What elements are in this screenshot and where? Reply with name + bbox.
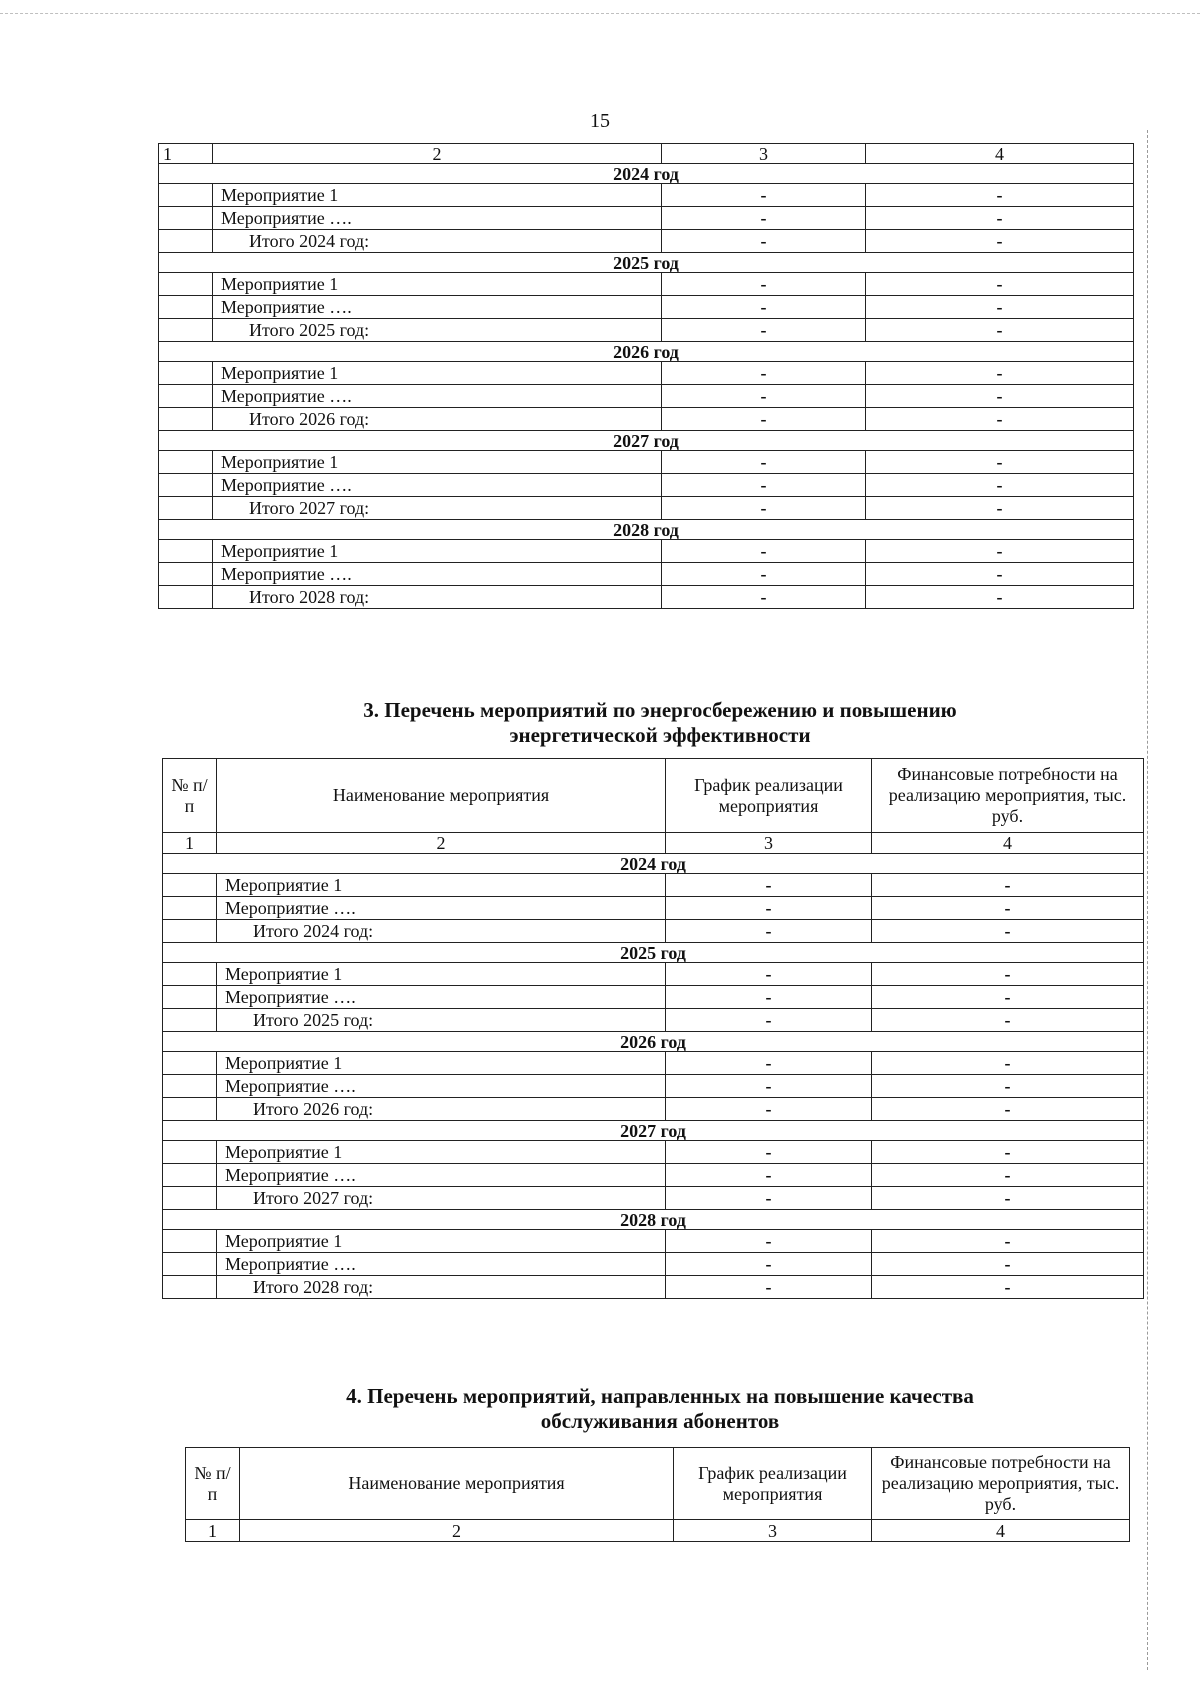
year-heading: 2024 год	[159, 164, 1134, 184]
schedule-value: -	[666, 1052, 872, 1075]
event-name: Мероприятие 1	[213, 362, 662, 385]
finance-value: -	[866, 184, 1134, 207]
row-number-cell	[159, 362, 213, 385]
schedule-value: -	[666, 1230, 872, 1253]
event-row	[159, 540, 1134, 563]
finance-value: -	[872, 874, 1144, 897]
total-label: Итого 2024 год:	[213, 230, 662, 253]
energy-saving-events-table	[162, 758, 1144, 1299]
total-label: Итого 2025 год:	[213, 319, 662, 342]
finance-value: -	[872, 1098, 1144, 1121]
table-header-row	[186, 1448, 1130, 1520]
event-row	[163, 897, 1144, 920]
row-number-cell	[159, 385, 213, 408]
event-name: Мероприятие ….	[217, 897, 666, 920]
event-name: Мероприятие ….	[213, 207, 662, 230]
column-number-cell: 3	[674, 1520, 872, 1542]
schedule-value: -	[662, 451, 866, 474]
event-row	[163, 1164, 1144, 1187]
event-row	[159, 273, 1134, 296]
row-number-cell	[163, 897, 217, 920]
column-number-cell: 2	[213, 144, 662, 164]
row-number-cell	[163, 1052, 217, 1075]
year-heading: 2028 год	[163, 1210, 1144, 1230]
total-row	[163, 1276, 1144, 1299]
event-row	[159, 474, 1134, 497]
event-row	[163, 963, 1144, 986]
event-name: Мероприятие 1	[217, 963, 666, 986]
schedule-value: -	[662, 385, 866, 408]
schedule-value: -	[666, 874, 872, 897]
total-row	[163, 1187, 1144, 1210]
column-number-cell: 4	[872, 1520, 1130, 1542]
schedule-value: -	[662, 563, 866, 586]
year-row	[163, 943, 1144, 963]
event-row	[163, 1052, 1144, 1075]
header-name: Наименование мероприятия	[240, 1448, 674, 1520]
schedule-value: -	[662, 273, 866, 296]
event-name: Мероприятие 1	[217, 874, 666, 897]
table-header-row	[163, 759, 1144, 833]
service-quality-events-table	[185, 1447, 1130, 1542]
schedule-value: -	[666, 897, 872, 920]
row-number-cell	[163, 1276, 217, 1299]
year-heading: 2025 год	[159, 253, 1134, 273]
event-row	[159, 296, 1134, 319]
total-label: Итого 2027 год:	[217, 1187, 666, 1210]
header-name: Наименование мероприятия	[217, 759, 666, 833]
row-number-cell	[163, 1164, 217, 1187]
column-number-cell: 2	[217, 833, 666, 854]
year-heading: 2026 год	[163, 1032, 1144, 1052]
year-row	[163, 854, 1144, 874]
schedule-value: -	[662, 474, 866, 497]
header-finance: Финансовые потребности на реализацию мероприятия, тыс. руб.	[872, 759, 1144, 833]
finance-value: -	[866, 362, 1134, 385]
section-4-title-line-2: обслуживания абонентов	[540, 1409, 780, 1434]
schedule-value: -	[662, 408, 866, 431]
year-heading: 2024 год	[163, 854, 1144, 874]
event-row	[159, 563, 1134, 586]
event-row	[159, 385, 1134, 408]
year-heading: 2026 год	[159, 342, 1134, 362]
event-name: Мероприятие ….	[217, 1253, 666, 1276]
section-3-title-line-1: 3. Перечень мероприятий по энергосбережению и повышению	[363, 698, 957, 722]
total-label: Итого 2025 год:	[217, 1009, 666, 1032]
scan-edge-top	[0, 13, 1200, 14]
event-row	[163, 1253, 1144, 1276]
schedule-value: -	[666, 1009, 872, 1032]
schedule-value: -	[662, 586, 866, 609]
total-row	[163, 1009, 1144, 1032]
event-row	[163, 986, 1144, 1009]
header-schedule: График реализации мероприятия	[674, 1448, 872, 1520]
year-heading: 2027 год	[159, 431, 1134, 451]
year-row	[159, 342, 1134, 362]
year-heading: 2025 год	[163, 943, 1144, 963]
header-finance: Финансовые потребности на реализацию мероприятия, тыс. руб.	[872, 1448, 1130, 1520]
scan-edge-right	[1147, 130, 1148, 1670]
event-name: Мероприятие 1	[213, 184, 662, 207]
event-name: Мероприятие 1	[217, 1052, 666, 1075]
schedule-value: -	[662, 362, 866, 385]
total-row	[159, 497, 1134, 520]
schedule-value: -	[666, 1253, 872, 1276]
event-row	[163, 1075, 1144, 1098]
finance-value: -	[866, 497, 1134, 520]
row-number-cell	[159, 184, 213, 207]
finance-value: -	[872, 1009, 1144, 1032]
finance-value: -	[866, 474, 1134, 497]
event-name: Мероприятие 1	[217, 1141, 666, 1164]
section-3-title	[160, 698, 1160, 748]
event-name: Мероприятие ….	[213, 385, 662, 408]
row-number-cell	[163, 1098, 217, 1121]
total-row	[159, 230, 1134, 253]
finance-value: -	[866, 385, 1134, 408]
column-number-row	[159, 144, 1134, 164]
total-label: Итого 2024 год:	[217, 920, 666, 943]
year-row	[159, 520, 1134, 540]
row-number-cell	[163, 920, 217, 943]
events-table-continued	[158, 143, 1134, 609]
row-number-cell	[159, 230, 213, 253]
schedule-value: -	[666, 986, 872, 1009]
finance-value: -	[866, 408, 1134, 431]
schedule-value: -	[662, 230, 866, 253]
finance-value: -	[866, 451, 1134, 474]
row-number-cell	[163, 1141, 217, 1164]
row-number-cell	[159, 408, 213, 431]
schedule-value: -	[666, 1187, 872, 1210]
finance-value: -	[866, 230, 1134, 253]
year-row	[159, 164, 1134, 184]
event-name: Мероприятие ….	[213, 474, 662, 497]
finance-value: -	[866, 540, 1134, 563]
schedule-value: -	[666, 920, 872, 943]
column-number-cell: 1	[186, 1520, 240, 1542]
schedule-value: -	[666, 963, 872, 986]
schedule-value: -	[666, 1075, 872, 1098]
row-number-cell	[159, 474, 213, 497]
finance-value: -	[872, 1276, 1144, 1299]
row-number-cell	[159, 563, 213, 586]
column-number-cell: 2	[240, 1520, 674, 1542]
header-schedule: График реализации мероприятия	[666, 759, 872, 833]
schedule-value: -	[666, 1141, 872, 1164]
total-row	[163, 920, 1144, 943]
column-number-cell: 1	[163, 833, 217, 854]
event-name: Мероприятие ….	[217, 986, 666, 1009]
row-number-cell	[159, 207, 213, 230]
schedule-value: -	[666, 1098, 872, 1121]
finance-value: -	[872, 1141, 1144, 1164]
page-number: 15	[590, 110, 610, 132]
total-row	[159, 319, 1134, 342]
schedule-value: -	[666, 1164, 872, 1187]
event-name: Мероприятие ….	[213, 296, 662, 319]
finance-value: -	[866, 586, 1134, 609]
row-number-cell	[163, 874, 217, 897]
year-row	[159, 253, 1134, 273]
finance-value: -	[866, 563, 1134, 586]
total-label: Итого 2028 год:	[217, 1276, 666, 1299]
year-row	[163, 1210, 1144, 1230]
year-heading: 2028 год	[159, 520, 1134, 540]
event-name: Мероприятие ….	[217, 1075, 666, 1098]
total-row	[163, 1098, 1144, 1121]
finance-value: -	[872, 1052, 1144, 1075]
finance-value: -	[872, 897, 1144, 920]
row-number-cell	[159, 586, 213, 609]
finance-value: -	[872, 1164, 1144, 1187]
total-label: Итого 2027 год:	[213, 497, 662, 520]
section-4-title	[160, 1384, 1160, 1434]
column-number-cell: 3	[662, 144, 866, 164]
row-number-cell	[163, 1230, 217, 1253]
event-name: Мероприятие 1	[213, 273, 662, 296]
year-row	[159, 431, 1134, 451]
schedule-value: -	[662, 296, 866, 319]
column-number-cell: 3	[666, 833, 872, 854]
year-row	[163, 1121, 1144, 1141]
finance-value: -	[866, 296, 1134, 319]
schedule-value: -	[662, 207, 866, 230]
column-number-cell: 1	[159, 144, 213, 164]
finance-value: -	[866, 273, 1134, 296]
finance-value: -	[872, 1253, 1144, 1276]
column-number-row	[186, 1520, 1130, 1542]
total-row	[159, 408, 1134, 431]
row-number-cell	[159, 273, 213, 296]
finance-value: -	[872, 920, 1144, 943]
total-label: Итого 2028 год:	[213, 586, 662, 609]
event-name: Мероприятие 1	[213, 451, 662, 474]
row-number-cell	[163, 963, 217, 986]
schedule-value: -	[662, 319, 866, 342]
finance-value: -	[872, 963, 1144, 986]
year-row	[163, 1032, 1144, 1052]
finance-value: -	[866, 207, 1134, 230]
row-number-cell	[159, 296, 213, 319]
event-row	[163, 1230, 1144, 1253]
event-name: Мероприятие ….	[217, 1164, 666, 1187]
row-number-cell	[159, 540, 213, 563]
row-number-cell	[159, 319, 213, 342]
event-row	[163, 1141, 1144, 1164]
row-number-cell	[159, 497, 213, 520]
schedule-value: -	[662, 497, 866, 520]
event-name: Мероприятие 1	[217, 1230, 666, 1253]
total-label: Итого 2026 год:	[213, 408, 662, 431]
finance-value: -	[872, 986, 1144, 1009]
year-heading: 2027 год	[163, 1121, 1144, 1141]
total-row	[159, 586, 1134, 609]
row-number-cell	[163, 1187, 217, 1210]
section-4-title-line-1: 4. Перечень мероприятий, направленных на повышение качества	[346, 1384, 974, 1408]
finance-value: -	[872, 1075, 1144, 1098]
column-number-row	[163, 833, 1144, 854]
row-number-cell	[159, 451, 213, 474]
event-row	[159, 207, 1134, 230]
header-num: № п/п	[163, 759, 217, 833]
schedule-value: -	[666, 1276, 872, 1299]
column-number-cell: 4	[866, 144, 1134, 164]
schedule-value: -	[662, 184, 866, 207]
schedule-value: -	[662, 540, 866, 563]
event-name: Мероприятие 1	[213, 540, 662, 563]
row-number-cell	[163, 986, 217, 1009]
total-label: Итого 2026 год:	[217, 1098, 666, 1121]
row-number-cell	[163, 1253, 217, 1276]
finance-value: -	[872, 1187, 1144, 1210]
event-row	[159, 451, 1134, 474]
header-num: № п/п	[186, 1448, 240, 1520]
event-row	[163, 874, 1144, 897]
event-name: Мероприятие ….	[213, 563, 662, 586]
section-3-title-line-2: энергетической эффективности	[509, 723, 811, 748]
event-row	[159, 362, 1134, 385]
column-number-cell: 4	[872, 833, 1144, 854]
event-row	[159, 184, 1134, 207]
finance-value: -	[866, 319, 1134, 342]
row-number-cell	[163, 1075, 217, 1098]
row-number-cell	[163, 1009, 217, 1032]
finance-value: -	[872, 1230, 1144, 1253]
